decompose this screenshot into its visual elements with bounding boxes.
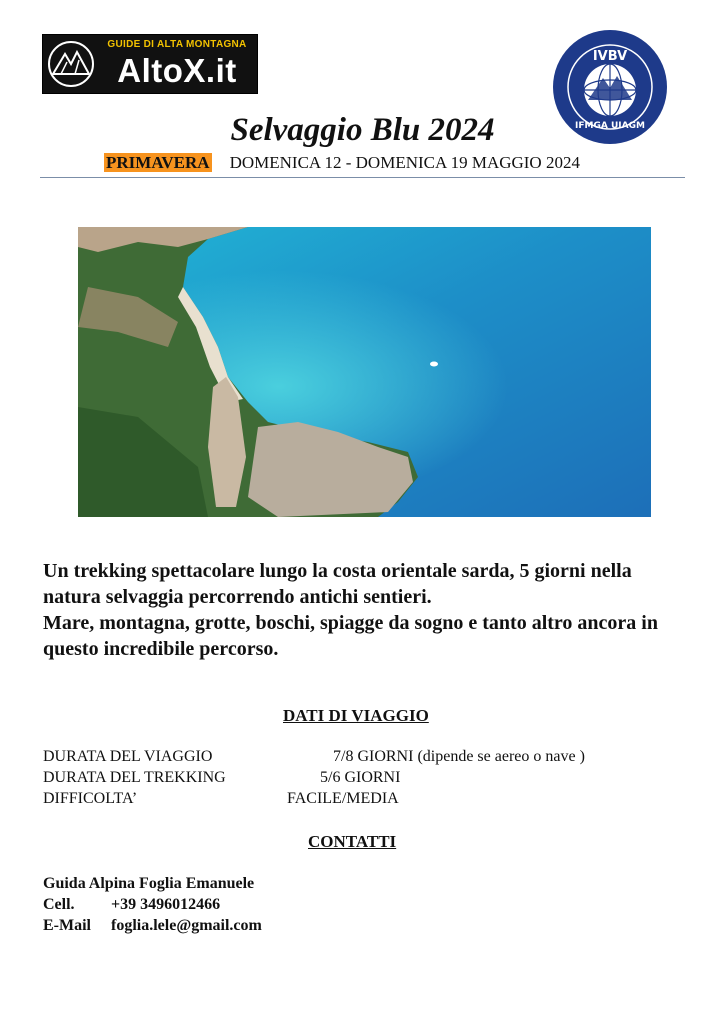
trek-duration-value: 5/6 GIORNI: [320, 769, 401, 786]
intro-paragraph-2: Mare, montagna, grotte, boschi, spiagge da sogno e tanto altro ancora in questo incredibile percorso.: [43, 612, 658, 660]
difficulty-label: DIFFICOLTA’: [43, 790, 138, 807]
trek-duration-label: DURATA DEL TREKKING: [43, 769, 226, 786]
logo-tagline: GUIDE DI ALTA MONTAGNA: [107, 39, 247, 50]
trip-duration-label: DURATA DEL VIAGGIO: [43, 748, 213, 765]
seal-inner-text: IFMGA UIAGM: [575, 121, 645, 131]
guide-name: Guida Alpina Foglia Emanuele: [43, 875, 255, 892]
coastline-photo: [78, 227, 651, 517]
logo-name: AltoX.it: [117, 52, 237, 89]
title-divider: [40, 177, 685, 178]
date-line: [104, 153, 580, 173]
intro-paragraph-1: Un trekking spettacolare lungo la costa orientale sarda, 5 giorni nella natura selvaggia percorrendo antichi sentieri.: [43, 560, 632, 608]
mountain-icon: [47, 40, 95, 88]
difficulty-value: FACILE/MEDIA: [287, 790, 399, 807]
seal-center-text: IVBV: [592, 49, 628, 64]
trip-data-heading: DATI DI VIAGGIO: [283, 706, 429, 725]
page-title: Selvaggio Blu 2024: [230, 112, 495, 148]
season-badge: PRIMAVERA: [106, 153, 210, 172]
email-label: E-Mail: [43, 917, 91, 934]
email-address: foglia.lele@gmail.com: [111, 917, 262, 934]
intro-text: [43, 558, 683, 662]
phone-number: +39 3496012466: [111, 896, 221, 913]
altox-logo: [42, 34, 258, 94]
contacts-heading: CONTATTI: [308, 832, 397, 851]
trip-duration-value: 7/8 GIORNI (dipende se aereo o nave ): [333, 748, 585, 765]
phone-label: Cell.: [43, 896, 75, 913]
trip-dates: DOMENICA 12 - DOMENICA 19 MAGGIO 2024: [229, 153, 580, 172]
